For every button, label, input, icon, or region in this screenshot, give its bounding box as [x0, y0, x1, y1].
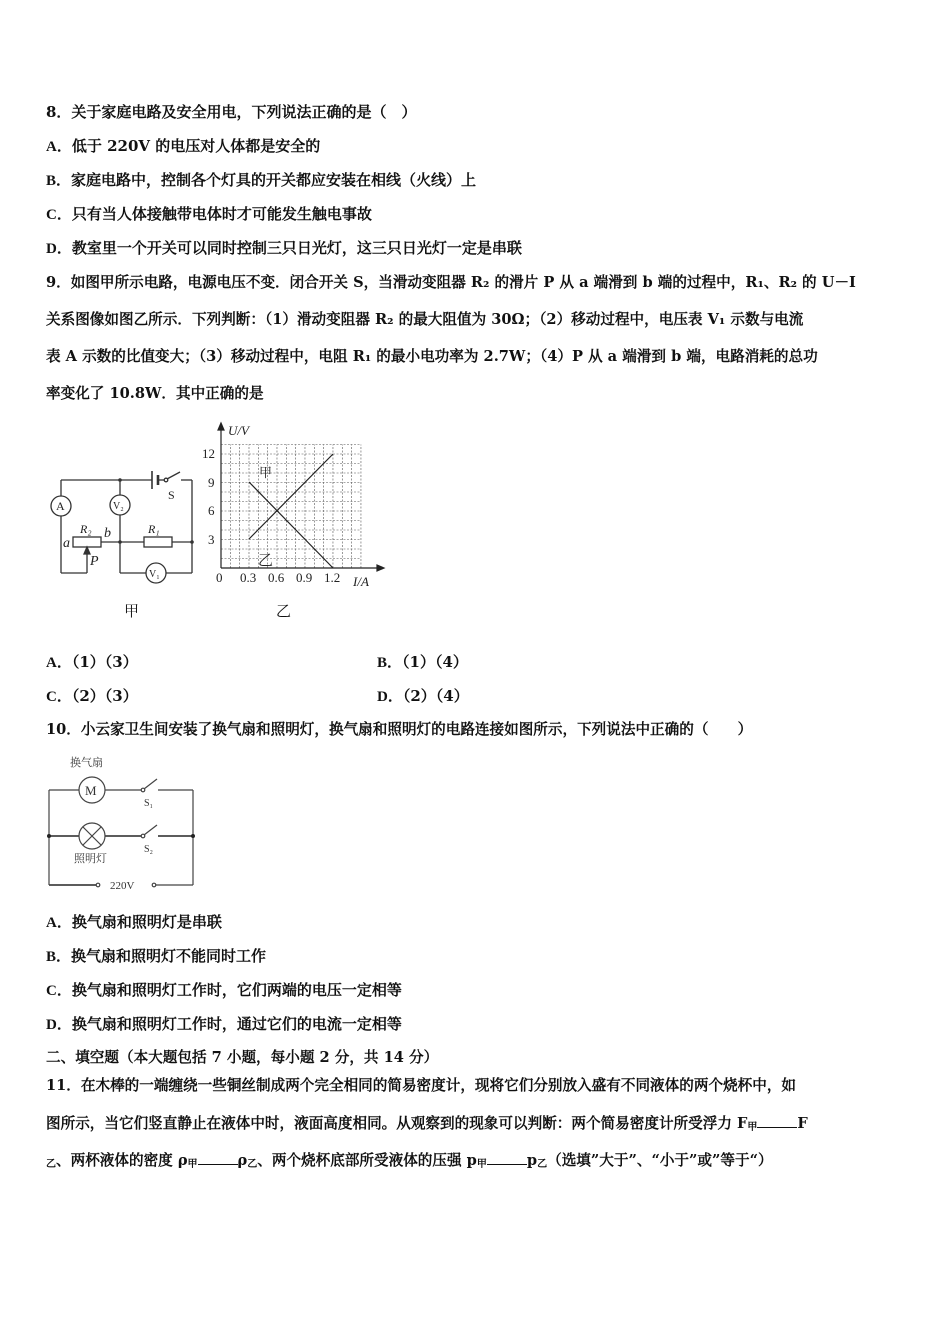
- option-label: C．: [46, 207, 72, 223]
- figure-label-jia: 甲: [124, 602, 140, 620]
- q11-line-1: 11．在木棒的一端缠绕一些铜丝制成两个完全相同的简易密度计，现将它们分别放入盛有不同液体的两个烧杯中，如: [46, 1077, 797, 1094]
- x-tick-0.3: 0.3: [240, 570, 257, 585]
- option-text: （2）（3）: [71, 687, 138, 705]
- q9-stem-line-3: 表 A 示数的比值变大；（3）移动过程中，电阻 R₁ 的最小电功率为 2.7W；（4）P 从 a 端滑到 b 端，电路消耗的总功: [46, 348, 818, 365]
- switch-label: S: [168, 488, 175, 502]
- y-tick-6: 6: [208, 503, 215, 518]
- option-text: 低于 220V 的电压对人体都是安全的: [71, 137, 321, 155]
- q10-option-d: [46, 1014, 402, 1035]
- option-label: C．: [46, 983, 72, 999]
- y-tick-12: 12: [202, 446, 215, 461]
- x-tick-1.2: 1.2: [324, 570, 341, 585]
- q11-text: F: [797, 1115, 808, 1132]
- q10-option-b: [46, 946, 266, 967]
- option-text: （2）（4）: [402, 687, 469, 705]
- blank-buoyancy[interactable]: [757, 1113, 797, 1128]
- rheostat-label: R₂: [80, 522, 92, 536]
- option-label: B．: [46, 949, 72, 965]
- q10-option-c: [46, 980, 402, 1001]
- option-text: 教室里一个开关可以同时控制三只日光灯，这三只日光灯一定是串联: [71, 239, 522, 257]
- q9-option-c: [46, 686, 138, 707]
- option-text: 换气扇和照明灯工作时，它们两端的电压一定相等: [71, 981, 402, 999]
- subscript: 甲: [476, 1159, 487, 1170]
- x-tick-0.6: 0.6: [268, 570, 285, 585]
- option-label: D．: [46, 241, 72, 257]
- y-tick-9: 9: [208, 475, 215, 490]
- switch-2-label: S₂: [144, 844, 154, 855]
- option-label: B．: [46, 173, 72, 189]
- q8-option-c: [46, 204, 372, 225]
- option-text: 只有当人体接触带电体时才可能发生触电事故: [71, 205, 372, 223]
- subscript: 乙: [537, 1159, 548, 1170]
- q10-stem: 10．小云家卫生间安装了换气扇和照明灯，换气扇和照明灯的电路连接如图所示，下列说法中正确的（ ）: [46, 721, 753, 738]
- q11-line-2: [46, 1113, 808, 1138]
- q10-option-a: [46, 912, 222, 933]
- subscript: 甲: [187, 1159, 198, 1170]
- series-label-yi: 乙: [258, 553, 274, 569]
- q11-text: 图所示，当它们竖直静止在液体中时，液面高度相同。从观察到的现象可以判断：两个简易密度计所受浮力 F: [46, 1115, 748, 1132]
- x-tick-0: 0: [216, 570, 223, 585]
- q11-line-3: [46, 1150, 773, 1175]
- figure-label-yi: 乙: [276, 602, 292, 620]
- option-label: B．: [377, 655, 403, 671]
- q9-stem-line-4: 率变化了 10.8W．其中正确的是: [46, 385, 264, 402]
- q11-text: 、两个烧杯底部所受液体的压强 p: [257, 1152, 477, 1169]
- q8-option-a: [46, 136, 320, 157]
- option-text: （1）（3）: [71, 653, 138, 671]
- y-axis-label: U/V: [228, 423, 249, 438]
- blank-pressure[interactable]: [487, 1150, 527, 1165]
- series-label-jia: 甲: [259, 465, 273, 480]
- q8-option-d: [46, 238, 522, 259]
- q9-ui-graph: [200, 415, 390, 595]
- option-label: A．: [46, 655, 72, 671]
- subscript: 乙: [247, 1159, 258, 1170]
- section-2-heading: 二、填空题（本大题包括 7 小题，每小题 2 分，共 14 分）: [46, 1049, 439, 1066]
- fan-label: 换气扇: [70, 757, 103, 769]
- q9-circuit-diagram: [40, 465, 210, 585]
- slider-label: P: [90, 554, 99, 569]
- q9-stem-line-2: 关系图像如图乙所示．下列判断：（1）滑动变阻器 R₂ 的最大阻值为 30Ω；（2）移动过程中，电压表 V₁ 示数与电流: [46, 311, 804, 328]
- voltmeter-1-label: V₁: [149, 569, 160, 580]
- option-label: C．: [46, 689, 72, 705]
- q11-text: ρ: [237, 1152, 248, 1169]
- q9-option-a: [46, 652, 138, 673]
- subscript: 乙: [46, 1159, 56, 1170]
- q10-circuit-diagram: [40, 750, 210, 895]
- voltmeter-2-label: V₂: [113, 501, 124, 512]
- resistor-label: R₁: [148, 522, 160, 536]
- motor-label: M: [85, 783, 97, 798]
- q8-stem: 8．关于家庭电路及安全用电，下列说法正确的是（ ）: [46, 103, 417, 121]
- option-label: D．: [377, 689, 403, 705]
- option-text: （1）（4）: [402, 653, 468, 671]
- option-label: A．: [46, 139, 72, 155]
- end-a-label: a: [63, 536, 70, 551]
- q11-text: （选填”大于”、“小于”或”等于“）: [547, 1152, 773, 1169]
- option-label: A．: [46, 915, 72, 931]
- q8-option-b: [46, 170, 476, 191]
- supply-label: 220V: [110, 880, 135, 892]
- switch-1-label: S₁: [144, 798, 154, 809]
- x-axis-label: I/A: [353, 574, 369, 589]
- y-tick-3: 3: [208, 532, 215, 547]
- blank-density[interactable]: [198, 1150, 238, 1165]
- q11-text: p: [526, 1152, 538, 1169]
- q9-option-d: [377, 686, 469, 707]
- q11-text: 、两杯液体的密度 ρ: [56, 1152, 188, 1169]
- lamp-label: 照明灯: [74, 853, 107, 865]
- q9-option-b: [377, 652, 468, 673]
- option-text: 换气扇和照明灯工作时，通过它们的电流一定相等: [71, 1015, 402, 1033]
- option-label: D．: [46, 1017, 72, 1033]
- q9-stem-line-1: 9．如图甲所示电路，电源电压不变．闭合开关 S，当滑动变阻器 R₂ 的滑片 P 从 a 端滑到 b 端的过程中，R₁、R₂ 的 U－I: [46, 274, 856, 291]
- subscript: 甲: [747, 1122, 758, 1133]
- option-text: 换气扇和照明灯是串联: [71, 913, 222, 931]
- x-tick-0.9: 0.9: [296, 570, 313, 585]
- option-text: 换气扇和照明灯不能同时工作: [71, 947, 267, 965]
- end-b-label: b: [104, 526, 111, 541]
- ammeter-label: A: [56, 499, 65, 513]
- option-text: 家庭电路中，控制各个灯具的开关都应安装在相线（火线）上: [71, 171, 477, 189]
